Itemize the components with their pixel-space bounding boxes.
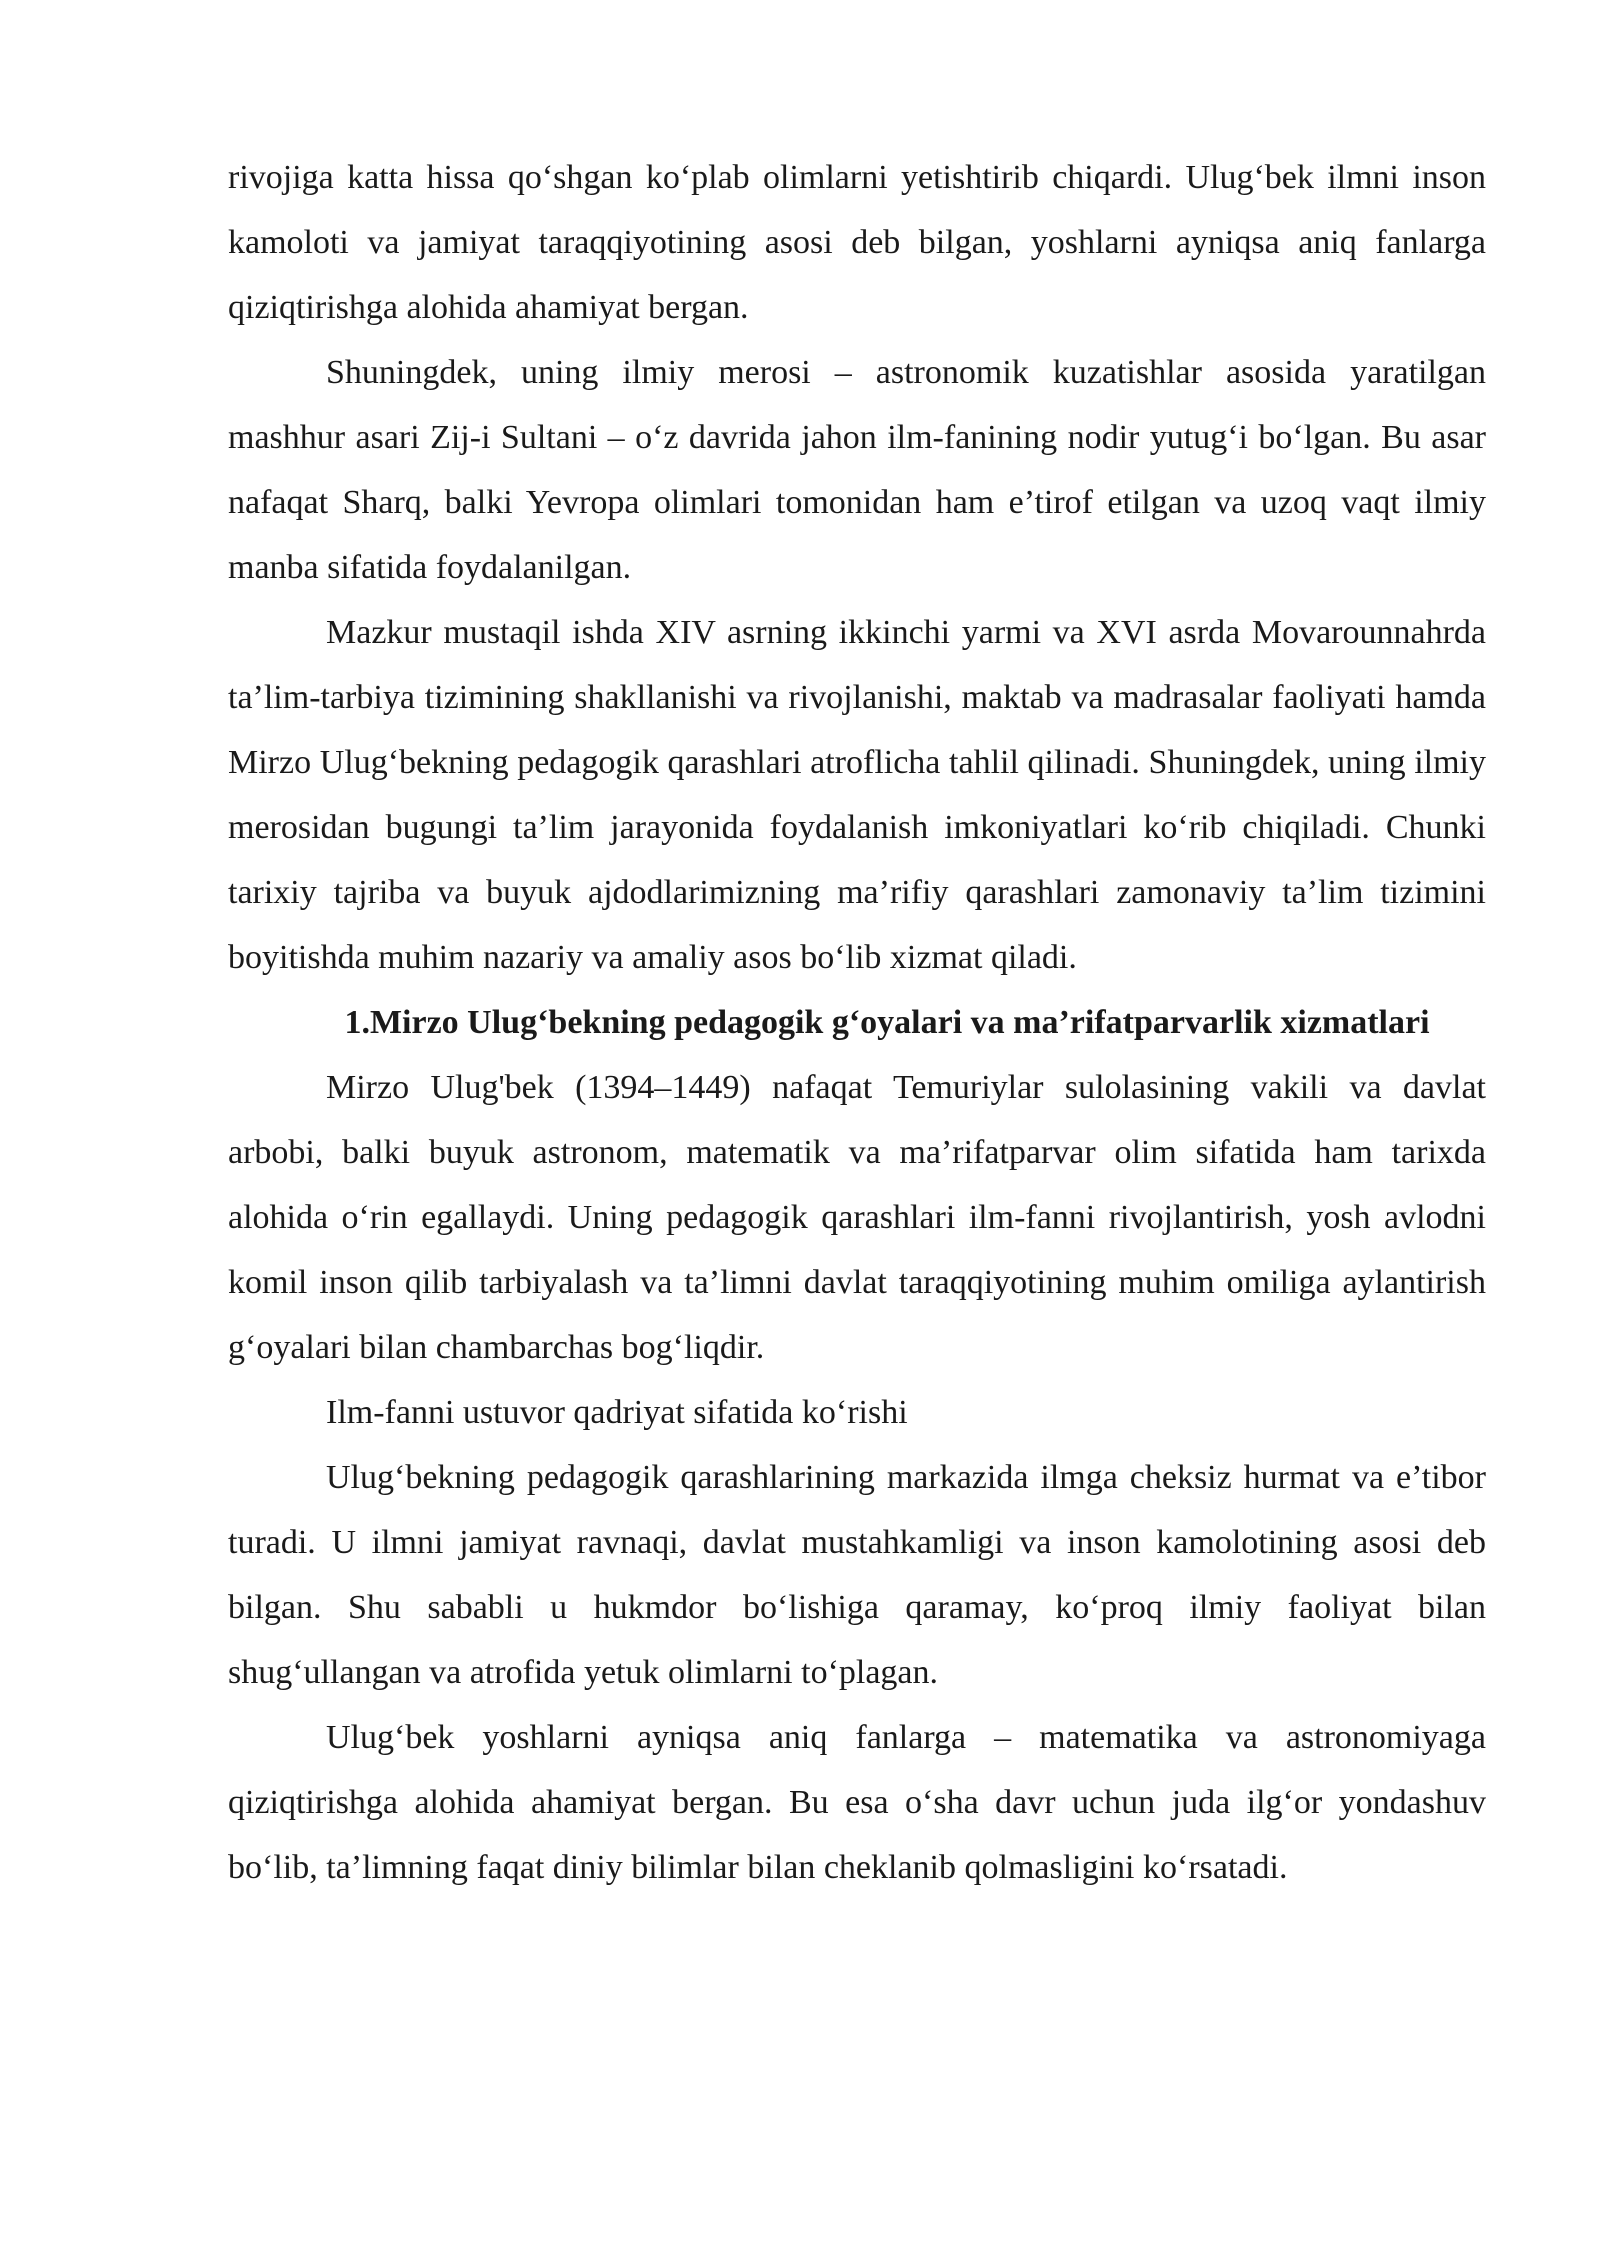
paragraph-zij-i-sultani: Shuningdek, uning ilmiy merosi – astronomik kuzatishlar asosida yaratilgan mashhur asari Zij-i Sultani – o‘z davrida jahon ilm-fanining nodir yutug‘i bo‘lgan. Bu asar nafaqat Sharq, balki Yevropa olimlari tomonidan ham e’tirof etilgan va uzoq vaqt ilmiy manba sifatida foydalanilgan. <box>228 354 1486 586</box>
section-heading: 1.Mirzo Ulug‘bekning pedagogik g‘oyalari va ma’rifatparvarlik xizmatlari <box>344 1004 1430 1041</box>
paragraph-ulugbek-biography: Mirzo Ulug'bek (1394–1449) nafaqat Temuriylar sulolasining vakili va davlat arbobi, balki buyuk astronom, matematik va ma’rifatparvar olim sifatida ham tarixda alohida o‘rin egallaydi. Uning pedagogik qarashlari ilm-fanni rivojlantirish, yosh avlodni komil inson qilib tarbiyalash va ta’limni davlat taraqqiyotining muhim omiliga aylantirish g‘oyalari bilan chambarchas bog‘liqdir. <box>228 1069 1486 1366</box>
document-page <box>228 145 1486 1900</box>
subheading-science-value: Ilm-fanni ustuvor qadriyat sifatida ko‘rishi <box>326 1394 908 1431</box>
paragraph-intro-continued: rivojiga katta hissa qo‘shgan ko‘plab olimlarni yetishtirib chiqardi. Ulug‘bek ilmni inson kamoloti va jamiyat taraqqiyotining asosi deb bilgan, yoshlarni ayniqsa aniq fanlarga qiziqtirishga alohida ahamiyat bergan. <box>228 159 1486 326</box>
paragraph-research-scope: Mazkur mustaqil ishda XIV asrning ikkinchi yarmi va XVI asrda Movarounnahrda ta’lim-tarbiya tizimining shakllanishi va rivojlanishi, maktab va madrasalar faoliyati hamda Mirzo Ulug‘bekning pedagogik qarashlari atroflicha tahlil qilinadi. Shuningdek, uning ilmiy merosidan bugungi ta’lim jarayonida foydalanish imkoniyatlari ko‘rib chiqiladi. Chunki tarixiy tajriba va buyuk ajdodlarimizning ma’rifiy qarashlari zamonaviy ta’lim tizimini boyitishda muhim nazariy va amaliy asos bo‘lib xizmat qiladi. <box>228 614 1486 976</box>
paragraph-exact-sciences: Ulug‘bek yoshlarni ayniqsa aniq fanlarga – matematika va astronomiyaga qiziqtirishga alohida ahamiyat bergan. Bu esa o‘sha davr uchun juda ilg‘or yondashuv bo‘lib, ta’limning faqat diniy bilimlar bilan cheklanib qolmasligini ko‘rsatadi. <box>228 1719 1486 1886</box>
paragraph-respect-for-science: Ulug‘bekning pedagogik qarashlarining markazida ilmga cheksiz hurmat va e’tibor turadi. U ilmni jamiyat ravnaqi, davlat mustahkamligi va inson kamolotining asosi deb bilgan. Shu sababli u hukmdor bo‘lishiga qaramay, ko‘proq ilmiy faoliyat bilan shug‘ullangan va atrofida yetuk olimlarni to‘plagan. <box>228 1459 1486 1691</box>
